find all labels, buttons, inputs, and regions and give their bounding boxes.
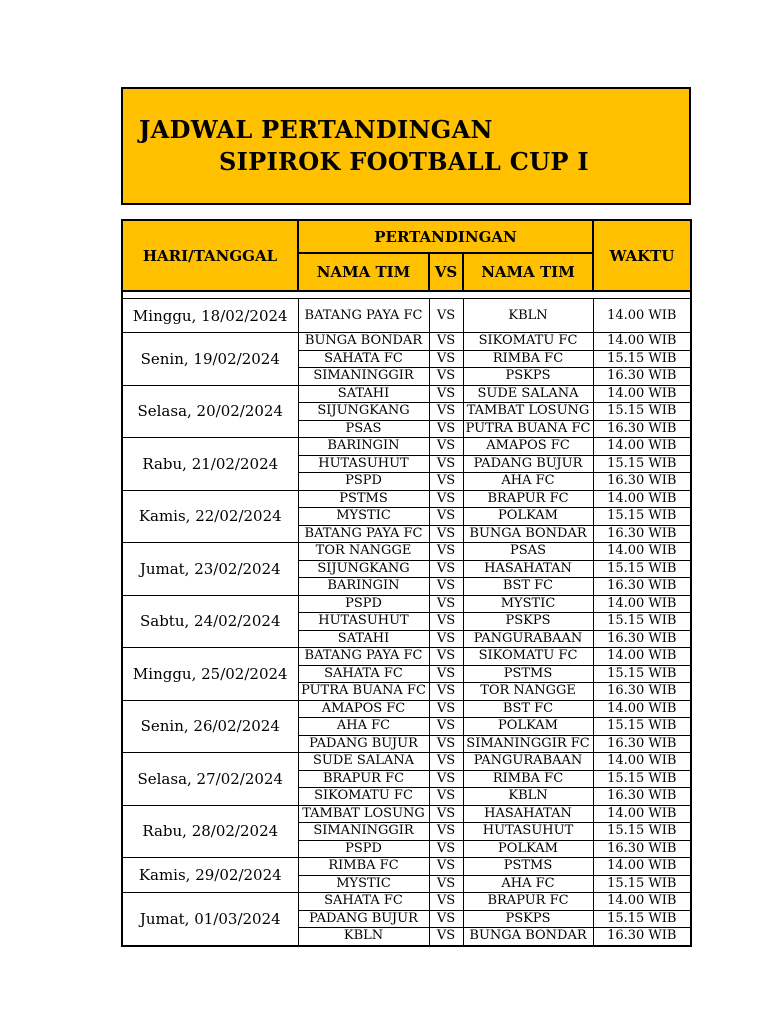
team-a-cell: PADANG BUJUR [298, 910, 429, 928]
vs-cell: VS [429, 438, 463, 456]
day-cell: Selasa, 27/02/2024 [122, 753, 298, 806]
day-cell: Rabu, 21/02/2024 [122, 438, 298, 491]
vs-cell: VS [429, 299, 463, 333]
team-b-cell: PSKPS [463, 910, 593, 928]
vs-cell: VS [429, 770, 463, 788]
team-b-cell: PSAS [463, 543, 593, 561]
team-b-cell: BUNGA BONDAR [463, 928, 593, 946]
team-b-cell: PSTMS [463, 665, 593, 683]
match-row [122, 648, 691, 666]
team-a-cell: PSTMS [298, 490, 429, 508]
vs-cell: VS [429, 333, 463, 351]
team-b-cell: BRAPUR FC [463, 490, 593, 508]
team-b-cell: BRAPUR FC [463, 893, 593, 911]
team-a-cell: PSPD [298, 595, 429, 613]
team-a-cell: PADANG BUJUR [298, 735, 429, 753]
vs-cell: VS [429, 630, 463, 648]
match-row [122, 543, 691, 561]
time-cell: 16.30 WIB [593, 735, 691, 753]
vs-cell: VS [429, 543, 463, 561]
team-a-cell: BATANG PAYA FC [298, 299, 429, 333]
vs-cell: VS [429, 648, 463, 666]
day-cell: Jumat, 23/02/2024 [122, 543, 298, 596]
schedule-table [121, 219, 692, 947]
time-cell: 16.30 WIB [593, 683, 691, 701]
day-cell: Rabu, 28/02/2024 [122, 805, 298, 858]
team-a-cell: PSAS [298, 420, 429, 438]
time-cell: 16.30 WIB [593, 473, 691, 491]
team-b-cell: POLKAM [463, 718, 593, 736]
day-cell: Selasa, 20/02/2024 [122, 385, 298, 438]
time-cell: 15.15 WIB [593, 875, 691, 893]
time-cell: 16.30 WIB [593, 525, 691, 543]
team-b-cell: KBLN [463, 788, 593, 806]
team-b-cell: POLKAM [463, 840, 593, 858]
team-a-cell: BARINGIN [298, 578, 429, 596]
team-b-cell: HASAHATAN [463, 805, 593, 823]
team-b-cell: MYSTIC [463, 595, 593, 613]
team-b-cell: TAMBAT LOSUNG [463, 403, 593, 421]
time-cell: 14.00 WIB [593, 700, 691, 718]
time-cell: 14.00 WIB [593, 299, 691, 333]
team-b-cell: PANGURABAAN [463, 753, 593, 771]
vs-cell: VS [429, 385, 463, 403]
vs-cell: VS [429, 490, 463, 508]
vs-cell: VS [429, 893, 463, 911]
day-cell: Senin, 26/02/2024 [122, 700, 298, 753]
team-b-cell: PSTMS [463, 858, 593, 876]
time-cell: 16.30 WIB [593, 788, 691, 806]
team-b-cell: AHA FC [463, 473, 593, 491]
team-b-cell: PANGURABAAN [463, 630, 593, 648]
vs-cell: VS [429, 753, 463, 771]
time-cell: 15.15 WIB [593, 560, 691, 578]
team-b-cell: BST FC [463, 578, 593, 596]
match-row [122, 893, 691, 911]
team-a-cell: PSPD [298, 473, 429, 491]
team-a-cell: PSPD [298, 840, 429, 858]
team-a-cell: SAHATA FC [298, 350, 429, 368]
time-cell: 14.00 WIB [593, 333, 691, 351]
team-a-cell: SATAHI [298, 385, 429, 403]
time-cell: 14.00 WIB [593, 385, 691, 403]
team-a-cell: SIKOMATU FC [298, 788, 429, 806]
team-a-cell: HUTASUHUT [298, 613, 429, 631]
team-a-cell: AHA FC [298, 718, 429, 736]
header-team-b: NAMA TIM [463, 253, 593, 291]
team-b-cell: BUNGA BONDAR [463, 525, 593, 543]
time-cell: 14.00 WIB [593, 805, 691, 823]
match-row [122, 438, 691, 456]
team-a-cell: BUNGA BONDAR [298, 333, 429, 351]
vs-cell: VS [429, 823, 463, 841]
team-a-cell: SIMANINGGIR [298, 368, 429, 386]
vs-cell: VS [429, 858, 463, 876]
team-a-cell: SIJUNGKANG [298, 560, 429, 578]
vs-cell: VS [429, 718, 463, 736]
team-b-cell: RIMBA FC [463, 770, 593, 788]
team-b-cell: PSKPS [463, 368, 593, 386]
team-b-cell: KBLN [463, 299, 593, 333]
time-cell: 14.00 WIB [593, 753, 691, 771]
day-cell: Senin, 19/02/2024 [122, 333, 298, 386]
team-a-cell: AMAPOS FC [298, 700, 429, 718]
time-cell: 14.00 WIB [593, 543, 691, 561]
time-cell: 16.30 WIB [593, 578, 691, 596]
time-cell: 15.15 WIB [593, 350, 691, 368]
vs-cell: VS [429, 928, 463, 946]
time-cell: 14.00 WIB [593, 438, 691, 456]
team-b-cell: SIKOMATU FC [463, 333, 593, 351]
team-a-cell: RIMBA FC [298, 858, 429, 876]
day-cell: Kamis, 29/02/2024 [122, 858, 298, 893]
team-b-cell: RIMBA FC [463, 350, 593, 368]
time-cell: 15.15 WIB [593, 613, 691, 631]
header-team-a: NAMA TIM [298, 253, 429, 291]
day-cell: Jumat, 01/03/2024 [122, 893, 298, 946]
team-b-cell: HASAHATAN [463, 560, 593, 578]
match-row [122, 385, 691, 403]
match-row [122, 700, 691, 718]
team-b-cell: SIMANINGGIR FC [463, 735, 593, 753]
time-cell: 16.30 WIB [593, 630, 691, 648]
team-a-cell: BATANG PAYA FC [298, 648, 429, 666]
day-cell: Minggu, 18/02/2024 [122, 299, 298, 333]
team-b-cell: PUTRA BUANA FC [463, 420, 593, 438]
day-cell: Kamis, 22/02/2024 [122, 490, 298, 543]
vs-cell: VS [429, 683, 463, 701]
vs-cell: VS [429, 910, 463, 928]
team-b-cell: PADANG BUJUR [463, 455, 593, 473]
match-row [122, 595, 691, 613]
team-a-cell: TAMBAT LOSUNG [298, 805, 429, 823]
time-cell: 14.00 WIB [593, 858, 691, 876]
time-cell: 16.30 WIB [593, 928, 691, 946]
vs-cell: VS [429, 420, 463, 438]
match-row [122, 333, 691, 351]
time-cell: 15.15 WIB [593, 770, 691, 788]
vs-cell: VS [429, 735, 463, 753]
match-row [122, 299, 691, 333]
team-a-cell: SUDE SALANA [298, 753, 429, 771]
day-cell: Sabtu, 24/02/2024 [122, 595, 298, 648]
time-cell: 15.15 WIB [593, 455, 691, 473]
time-cell: 15.15 WIB [593, 910, 691, 928]
team-b-cell: AHA FC [463, 875, 593, 893]
team-b-cell: HUTASUHUT [463, 823, 593, 841]
team-a-cell: PUTRA BUANA FC [298, 683, 429, 701]
vs-cell: VS [429, 578, 463, 596]
header-time: WAKTU [593, 220, 691, 291]
header-day: HARI/TANGGAL [122, 220, 298, 291]
team-a-cell: TOR NANGGE [298, 543, 429, 561]
team-b-cell: AMAPOS FC [463, 438, 593, 456]
vs-cell: VS [429, 368, 463, 386]
time-cell: 15.15 WIB [593, 823, 691, 841]
time-cell: 15.15 WIB [593, 508, 691, 526]
vs-cell: VS [429, 700, 463, 718]
vs-cell: VS [429, 560, 463, 578]
team-a-cell: SIMANINGGIR [298, 823, 429, 841]
header-match: PERTANDINGAN [298, 220, 593, 253]
time-cell: 14.00 WIB [593, 595, 691, 613]
team-b-cell: BST FC [463, 700, 593, 718]
team-a-cell: MYSTIC [298, 508, 429, 526]
time-cell: 15.15 WIB [593, 403, 691, 421]
team-a-cell: BRAPUR FC [298, 770, 429, 788]
team-a-cell: BATANG PAYA FC [298, 525, 429, 543]
team-a-cell: KBLN [298, 928, 429, 946]
time-cell: 14.00 WIB [593, 893, 691, 911]
vs-cell: VS [429, 525, 463, 543]
time-cell: 16.30 WIB [593, 368, 691, 386]
vs-cell: VS [429, 455, 463, 473]
vs-cell: VS [429, 665, 463, 683]
title-banner [121, 87, 691, 205]
time-cell: 14.00 WIB [593, 648, 691, 666]
team-a-cell: SAHATA FC [298, 893, 429, 911]
vs-cell: VS [429, 840, 463, 858]
time-cell: 15.15 WIB [593, 718, 691, 736]
match-row [122, 805, 691, 823]
team-a-cell: HUTASUHUT [298, 455, 429, 473]
vs-cell: VS [429, 613, 463, 631]
vs-cell: VS [429, 473, 463, 491]
vs-cell: VS [429, 595, 463, 613]
team-b-cell: PSKPS [463, 613, 593, 631]
title-line-2: SIPIROK FOOTBALL CUP I [219, 147, 589, 176]
team-a-cell: BARINGIN [298, 438, 429, 456]
team-a-cell: MYSTIC [298, 875, 429, 893]
time-cell: 16.30 WIB [593, 420, 691, 438]
vs-cell: VS [429, 805, 463, 823]
schedule-body [122, 291, 691, 946]
team-a-cell: SAHATA FC [298, 665, 429, 683]
team-b-cell: POLKAM [463, 508, 593, 526]
spacer-row [122, 291, 691, 299]
day-cell: Minggu, 25/02/2024 [122, 648, 298, 701]
vs-cell: VS [429, 875, 463, 893]
header-vs: VS [429, 253, 463, 291]
team-a-cell: SIJUNGKANG [298, 403, 429, 421]
match-row [122, 858, 691, 876]
match-row [122, 490, 691, 508]
time-cell: 16.30 WIB [593, 840, 691, 858]
vs-cell: VS [429, 508, 463, 526]
vs-cell: VS [429, 788, 463, 806]
vs-cell: VS [429, 350, 463, 368]
vs-cell: VS [429, 403, 463, 421]
team-b-cell: TOR NANGGE [463, 683, 593, 701]
title-line-1: JADWAL PERTANDINGAN [139, 115, 493, 144]
time-cell: 14.00 WIB [593, 490, 691, 508]
time-cell: 15.15 WIB [593, 665, 691, 683]
team-a-cell: SATAHI [298, 630, 429, 648]
team-b-cell: SUDE SALANA [463, 385, 593, 403]
match-row [122, 753, 691, 771]
team-b-cell: SIKOMATU FC [463, 648, 593, 666]
